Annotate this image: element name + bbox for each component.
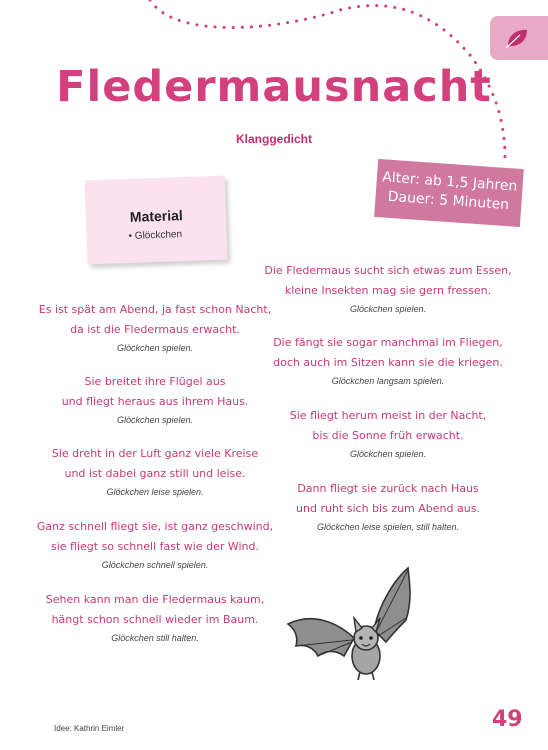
material-heading: Material (129, 207, 184, 225)
stanza-right-2 (263, 333, 513, 386)
age-text: Alter: ab 1,5 Jahren (381, 169, 518, 195)
poem-line: Sie dreht in der Luft ganz viele Kreise (51, 447, 259, 460)
poem-line: bis die Sonne früh erwacht. (312, 429, 464, 442)
stanza-right-4 (263, 479, 513, 532)
instruction: Glöckchen spielen. (116, 415, 194, 425)
instruction: Glöckchen still halten. (111, 633, 199, 643)
page-title: Fledermausnacht (56, 62, 492, 112)
instruction: Glöckchen schnell spielen. (101, 560, 209, 570)
poem-line: Die Fledermaus sucht sich etwas zum Essen, (264, 264, 512, 277)
leaf-icon (504, 26, 530, 50)
poem-line: Die fängt sie sogar manchmal im Fliegen, (273, 336, 503, 349)
stanza-left-4 (30, 517, 280, 570)
instruction: Glöckchen langsam spielen. (331, 376, 445, 386)
stanza-right-3 (263, 406, 513, 459)
poem-line: doch auch im Sitzen kann sie die kriegen. (273, 356, 503, 369)
footer-credit: Idee: Kathrin Eimler (54, 724, 125, 733)
stanza-left-3 (30, 444, 280, 497)
poem-line: und fliegt heraus aus ihrem Haus. (61, 395, 249, 408)
instruction: Glöckchen leise spielen, still halten. (316, 522, 460, 532)
poem-line: kleine Insekten mag sie gern fressen. (284, 284, 492, 297)
stanza-left-5 (30, 590, 280, 643)
instruction: Glöckchen spielen. (116, 343, 194, 353)
material-note (85, 176, 228, 265)
poem-line: da ist die Fledermaus erwacht. (70, 323, 240, 336)
poem-line: Sehen kann man die Fledermaus kaum, (45, 593, 265, 606)
stanza-left-2 (30, 372, 280, 425)
poem-line: Dann fliegt sie zurück nach Haus (297, 482, 479, 495)
age-duration-badge (374, 159, 524, 227)
poem-line: Ganz schnell fliegt sie, ist ganz geschwind, (36, 520, 274, 533)
poem-line: und ruht sich bis zum Abend aus. (296, 502, 480, 515)
poem-line: sie fliegt so schnell fast wie der Wind. (50, 540, 260, 553)
poem-line: Sie breitet ihre Flügel aus (84, 375, 226, 388)
stanza-right-1 (263, 261, 513, 314)
poem-line: und ist dabei ganz still und leise. (64, 467, 246, 480)
page-number: 49 (492, 707, 523, 732)
page-subtitle: Klanggedicht (235, 132, 312, 146)
poem-line: Es ist spät am Abend, ja fast schon Nacht, (38, 303, 272, 316)
instruction: Glöckchen leise spielen. (106, 487, 204, 497)
duration-text: Dauer: 5 Minuten (387, 188, 510, 214)
poem-line: hängt schon schnell wieder im Baum. (51, 613, 259, 626)
instruction: Glöckchen spielen. (349, 304, 427, 314)
instruction: Glöckchen spielen. (349, 449, 427, 459)
section-tab (490, 16, 548, 60)
bat-illustration (282, 560, 422, 690)
stanza-left-1 (30, 300, 280, 353)
poem-line: Sie fliegt herum meist in der Nacht, (289, 409, 487, 422)
material-item: • Glöckchen (128, 229, 183, 242)
